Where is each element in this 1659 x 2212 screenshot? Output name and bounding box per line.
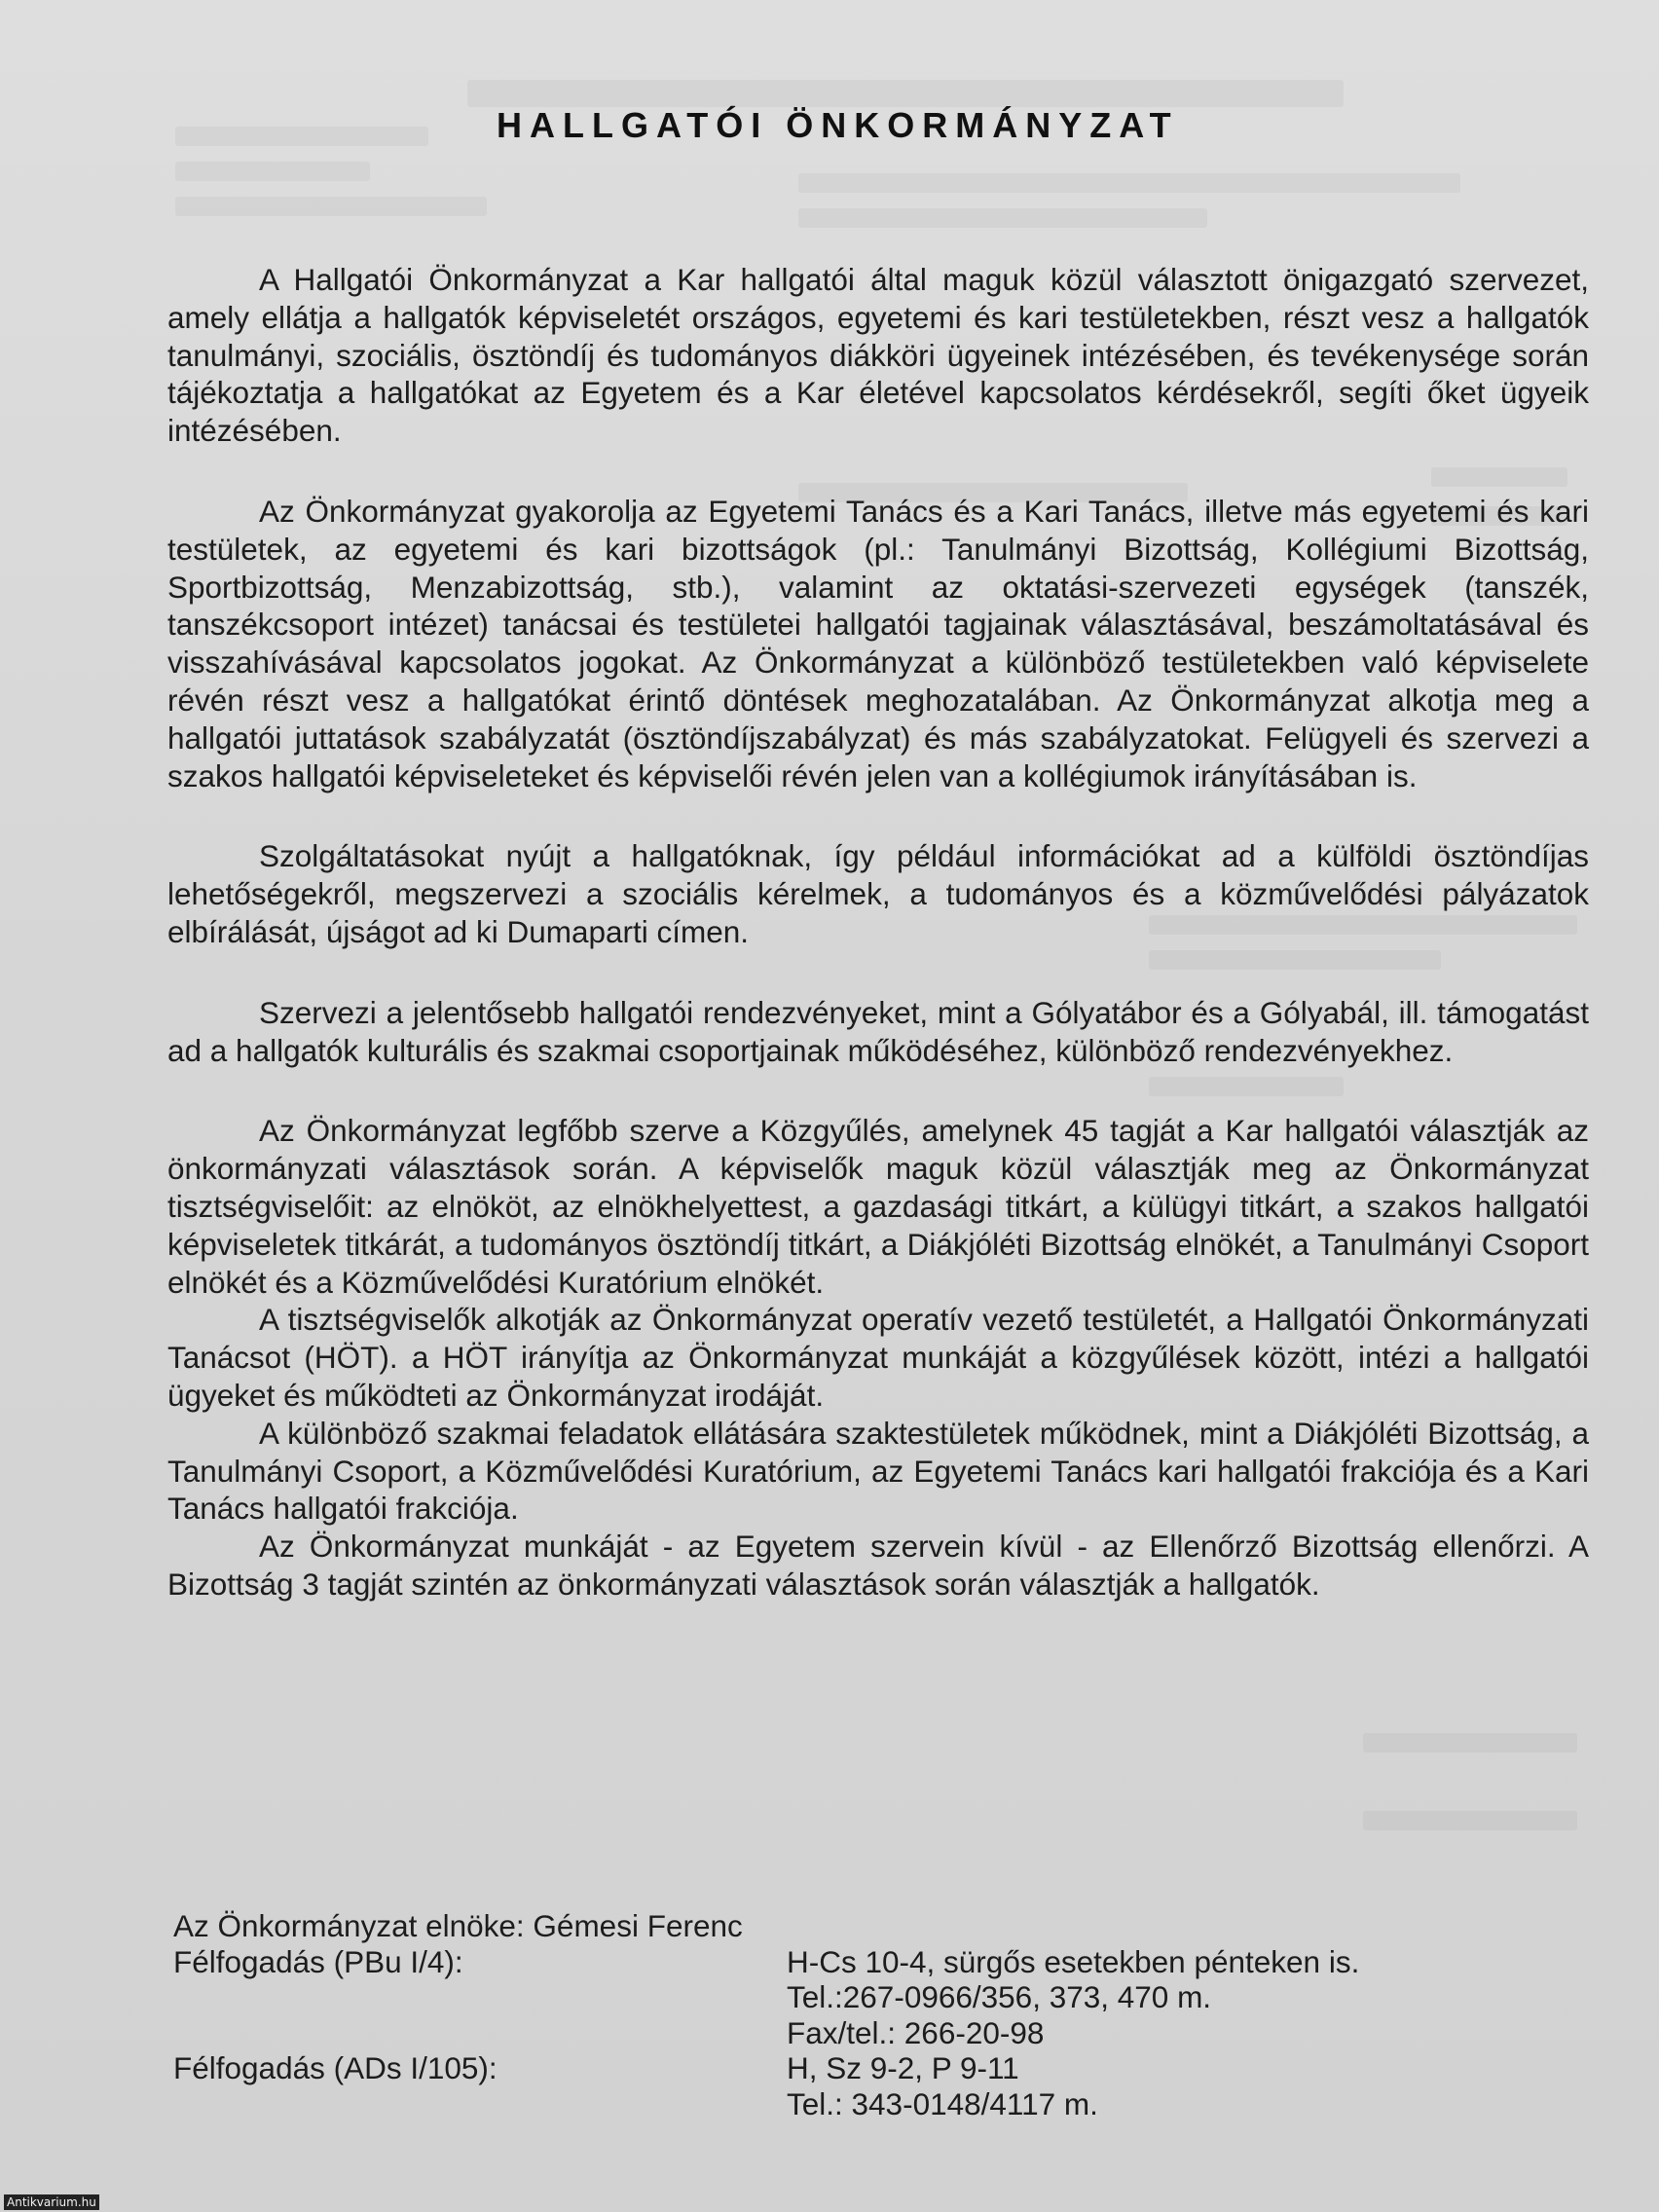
paragraph-intro: A Hallgatói Önkormányzat a Kar hallgatói által maguk közül választott önigazgató szervezet, amely ellátja a hallgatók képviseletét országos, egyetemi és kari testületekben, részt vesz a hallgatók tanulmányi, szociális, ösztöndíj és tudományos diákköri ügyeinek intézésében, és tevékenysége során tájékoztatja a hallgatókat az Egyetem és a Kar életével kapcsolatos kérdésekről, segíti őket ügyeik intézésében. (167, 262, 1589, 449)
paragraph-services: Szolgáltatásokat nyújt a hallgatóknak, így például információkat ad a külföldi ösztöndíjas lehetőségekről, megszervezi a szociális kérelmek, a tudományos és a közművelődési pályázatok elbírálását, újságot ad ki Dumaparti címen. (167, 838, 1589, 949)
paragraph-council: A tisztségviselők alkotják az Önkormányzat operatív vezető testületét, a Hallgatói Önkormányzati Tanácsot (HÖT). a HÖT irányítja az Önkormányzat munkáját a közgyűlések között, intézi a hallgatói ügyeket és működteti az Önkormányzat irodáját. (167, 1302, 1589, 1413)
paragraph-rights: Az Önkormányzat gyakorolja az Egyetemi Tanács és a Kari Tanács, illetve más egyetemi és kari testületek, az egyetemi és kari bizottságok (pl.: Tanulmányi Bizottság, Kollégiumi Bizottság, Sportbizottság, Menzabizottság, stb.), valamint az oktatási-szervezeti egységek (tanszék, tanszékcsoport intézet) tanácsai és testületei hallgatói tagjainak választásával, beszámoltatásával és visszahívásával kapcsolatos jogokat. Az Önkormányzat a különböző testületekben való képviselete révén részt vesz a hallgatókat érintő döntések meghozatalában. Az Önkormányzat alkotja meg a hallgatói juttatások szabályzatát (ösztöndíjszabályzat) és más szabályzatokat. Felügyeli és szervezi a szakos hallgatói képviseleteket és képviselői révén jelen van a kollégiumok irányításában is. (167, 493, 1589, 793)
office2-hours: H, Sz 9-2, P 9-11 (787, 2050, 1019, 2085)
paragraph-bodies: A különböző szakmai feladatok ellátására szaktestületek működnek, mint a Diákjóléti Bizottság, a Tanulmányi Csoport, a Közművelődési Kuratórium, az Egyetemi Tanács kari hallgatói frakciója és a Kari Tanács hallgatói frakciója. (167, 1415, 1589, 1527)
office1-label: Félfogadás (PBu I/4): (173, 1943, 463, 1979)
president-line: Az Önkormányzat elnöke: Gémesi Ferenc (173, 1908, 743, 1943)
source-watermark: Antikvarium.hu (4, 2194, 99, 2210)
contact-block (173, 1908, 1595, 2121)
office2-label: Félfogadás (ADs I/105): (173, 2050, 498, 2085)
office1-hours: H-Cs 10-4, sürgős esetekben pénteken is. (787, 1943, 1360, 1979)
office1-phone: Tel.:267-0966/356, 373, 470 m. (787, 1979, 1212, 2014)
paragraph-audit: Az Önkormányzat munkáját - az Egyetem szervein kívül - az Ellenőrző Bizottság ellenőrzi. A Bizottság 3 tagját szintén az önkormányzati választások során választják a hallgatók. (167, 1529, 1589, 1602)
office1-fax: Fax/tel.: 266-20-98 (787, 2014, 1045, 2050)
paragraph-events: Szervezi a jelentősebb hallgatói rendezvényeket, mint a Gólyatábor és a Gólyabál, ill. támogatást ad a hallgatók kulturális és szakmai csoportjainak működéséhez, különböző rendezvényekhez. (167, 994, 1589, 1068)
body-text (167, 261, 1589, 1604)
paragraph-assembly: Az Önkormányzat legfőbb szerve a Közgyűlés, amelynek 45 tagját a Kar hallgatói választják az önkormányzati választások során. A képviselők maguk közül választják meg az Önkormányzat tisztségviselőit: az elnököt, az elnökhelyettest, a gazdasági titkárt, a külügyi titkárt, a szakos hallgatói képviseletek titkárát, a tudományos ösztöndíj titkárt, a Diákjóléti Bizottság elnökét, a Tanulmányi Csoport elnökét és a Közművelődési Kuratórium elnökét. (167, 1113, 1589, 1300)
page-title: HALLGATÓI ÖNKORMÁNYZAT (497, 105, 1179, 145)
office2-phone: Tel.: 343-0148/4117 m. (787, 2085, 1098, 2121)
